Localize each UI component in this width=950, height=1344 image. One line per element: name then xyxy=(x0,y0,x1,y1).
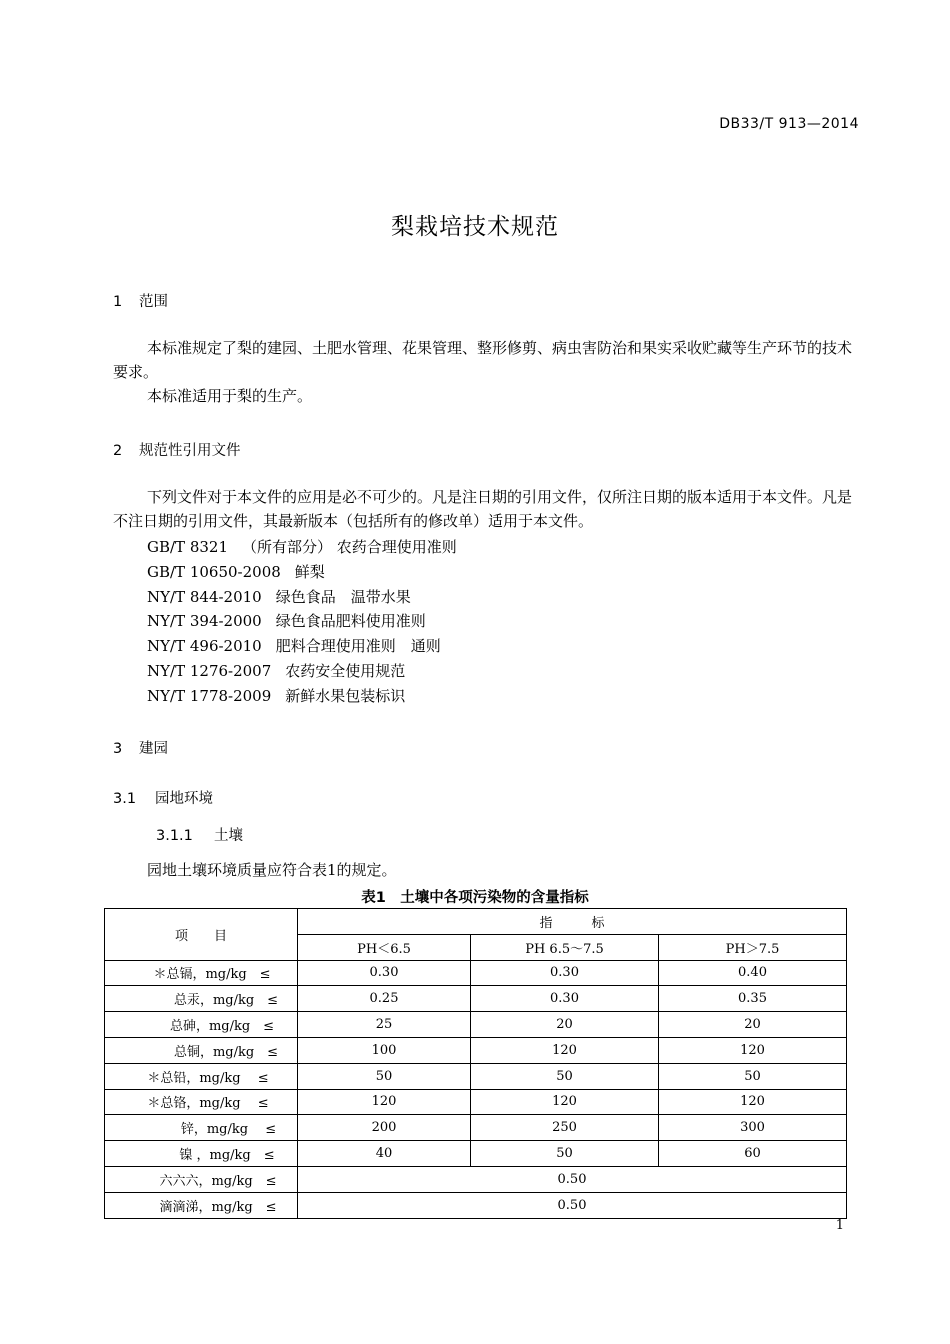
cell: 100 xyxy=(298,1037,471,1063)
row-item: 镍 ，mg/kg ≤ xyxy=(105,1141,298,1167)
reference-code: NY/T 394-2000 xyxy=(147,612,262,630)
reference-code: NY/T 1778-2009 xyxy=(147,687,272,705)
cell: 60 xyxy=(659,1141,847,1167)
reference-title: 肥料合理使用准则 通则 xyxy=(275,637,441,655)
table-row xyxy=(105,1063,847,1089)
reference-code: GB/T 10650-2008 xyxy=(147,563,281,581)
table-row xyxy=(105,986,847,1012)
reference-title: 新鲜水果包装标识 xyxy=(285,687,406,705)
header-item: 项 目 xyxy=(105,909,298,961)
section-number: 3.1.1 xyxy=(156,828,193,844)
paragraph: 本标准适用于梨的生产。 xyxy=(147,387,313,405)
section-number: 2 xyxy=(113,443,123,459)
merged-cell: 0.50 xyxy=(298,1192,847,1218)
reference-title: 绿色食品 温带水果 xyxy=(275,588,411,606)
page-number: 1 xyxy=(835,1218,844,1233)
row-item: 总铜，mg/kg ≤ xyxy=(105,1037,298,1063)
row-item: 总砷，mg/kg ≤ xyxy=(105,1012,298,1038)
section-title: 建园 xyxy=(139,741,168,757)
reference-item xyxy=(147,635,441,656)
header-index: 指 标 xyxy=(298,909,847,935)
cell: 0.30 xyxy=(298,960,471,986)
row-item: 锌，mg/kg ≤ xyxy=(105,1115,298,1141)
cell: 20 xyxy=(659,1012,847,1038)
section-title: 范围 xyxy=(139,294,168,310)
section-3-1-1-heading xyxy=(156,824,243,845)
paragraph: 本标准规定了梨的建园、土肥水管理、花果管理、整形修剪、病虫害防治和果实采收贮藏等生产环节的技术要求。 xyxy=(113,339,853,381)
header-ph-col: PH 6.5～7.5 xyxy=(471,934,659,960)
section-number: 1 xyxy=(113,294,123,310)
header-ph-col: PH＜6.5 xyxy=(298,934,471,960)
cell: 40 xyxy=(298,1141,471,1167)
cell: 0.30 xyxy=(471,986,659,1012)
merged-cell: 0.50 xyxy=(298,1166,847,1192)
section-title: 园地环境 xyxy=(155,791,213,807)
table-row xyxy=(105,1141,847,1167)
cell: 0.25 xyxy=(298,986,471,1012)
table-row xyxy=(105,1089,847,1115)
cell: 50 xyxy=(298,1063,471,1089)
cell: 120 xyxy=(471,1089,659,1115)
paragraph: 园地土壤环境质量应符合表1的规定。 xyxy=(147,861,397,879)
table-row xyxy=(105,1012,847,1038)
reference-title: 农药安全使用规范 xyxy=(285,662,406,680)
doc-number: DB33/T 913—2014 xyxy=(719,116,859,132)
table-row xyxy=(105,960,847,986)
row-item: 滴滴涕，mg/kg ≤ xyxy=(105,1192,298,1218)
section-1-heading xyxy=(113,290,168,311)
cell: 200 xyxy=(298,1115,471,1141)
cell: 120 xyxy=(659,1089,847,1115)
pollutant-table xyxy=(104,908,847,1219)
table-row xyxy=(105,1166,847,1192)
reference-item xyxy=(147,660,405,681)
reference-title: 鲜梨 xyxy=(294,563,325,581)
reference-item xyxy=(147,561,325,582)
reference-code: NY/T 496-2010 xyxy=(147,637,262,655)
section-3-heading xyxy=(113,737,168,758)
cell: 120 xyxy=(298,1089,471,1115)
row-item: ＊总铬，mg/kg ≤ xyxy=(105,1089,298,1115)
reference-code: GB/T 8321 xyxy=(147,538,229,556)
cell: 0.30 xyxy=(471,960,659,986)
cell: 50 xyxy=(659,1063,847,1089)
header-ph-col: PH＞7.5 xyxy=(659,934,847,960)
section-number: 3 xyxy=(113,741,123,757)
cell: 25 xyxy=(298,1012,471,1038)
reference-item xyxy=(147,586,411,607)
section-title: 土壤 xyxy=(214,828,243,844)
cell: 250 xyxy=(471,1115,659,1141)
section-2-heading xyxy=(113,439,241,460)
row-item: ＊总铅，mg/kg ≤ xyxy=(105,1063,298,1089)
cell: 0.40 xyxy=(659,960,847,986)
paragraph: 下列文件对于本文件的应用是必不可少的。凡是注日期的引用文件，仅所注日期的版本适用于本文件。凡是不注日期的引用文件，其最新版本（包括所有的修改单）适用于本文件。 xyxy=(113,488,853,530)
cell: 20 xyxy=(471,1012,659,1038)
table-row xyxy=(105,1037,847,1063)
cell: 0.35 xyxy=(659,986,847,1012)
table-row xyxy=(105,1115,847,1141)
cell: 300 xyxy=(659,1115,847,1141)
reference-title: 绿色食品肥料使用准则 xyxy=(275,612,426,630)
row-item: ＊总镉，mg/kg ≤ xyxy=(105,960,298,986)
reference-code: NY/T 1276-2007 xyxy=(147,662,272,680)
cell: 120 xyxy=(471,1037,659,1063)
row-item: 六六六，mg/kg ≤ xyxy=(105,1166,298,1192)
reference-item xyxy=(147,685,405,706)
cell: 50 xyxy=(471,1063,659,1089)
cell: 50 xyxy=(471,1141,659,1167)
table-header-row xyxy=(105,909,847,935)
table-caption: 表1 土壤中各项污染物的含量指标 xyxy=(361,890,589,906)
reference-item xyxy=(147,536,457,557)
reference-title: （所有部分） 农药合理使用准则 xyxy=(242,538,457,556)
page-title: 梨栽培技术规范 xyxy=(391,214,559,240)
section-3-1-heading xyxy=(113,787,213,808)
reference-code: NY/T 844-2010 xyxy=(147,588,262,606)
section-number: 3.1 xyxy=(113,791,137,807)
cell: 120 xyxy=(659,1037,847,1063)
section-title: 规范性引用文件 xyxy=(139,443,241,459)
row-item: 总汞，mg/kg ≤ xyxy=(105,986,298,1012)
reference-item xyxy=(147,610,426,631)
table-row xyxy=(105,1192,847,1218)
